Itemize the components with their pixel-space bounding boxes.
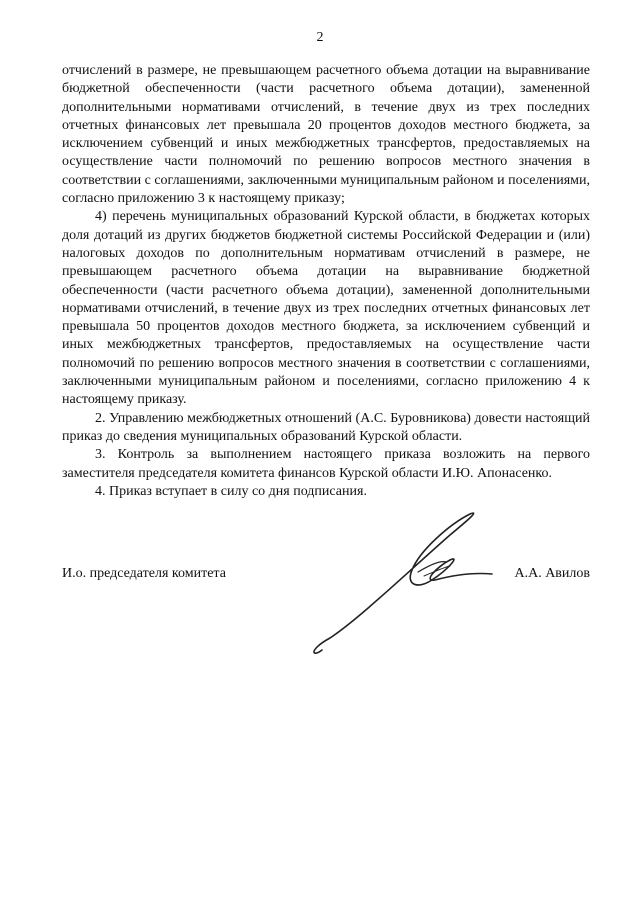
document-body (62, 62, 590, 501)
signer-title: И.о. председателя комитета (62, 566, 226, 581)
paragraph-continuation: отчислений в размере, не превышающем расчетного объема дотации на выравнивание бюджетной обеспеченности (части расчетного объема дотации), замененной дополнительными нормативами отчислений, в течение двух из трех последних отчетных финансовых лет превышала 20 процентов доходов местного бюджета, за исключением субвенций и иных межбюджетных трансфертов, предоставляемых на осуществление части полномочий по решению вопросов местного значения в соответствии с соглашениями, заключенными муниципальным районом и поселениями, согласно приложению 3 к настоящему приказу; (62, 63, 590, 207)
signer-name: А.А. Авилов (514, 566, 590, 581)
paragraph-clause-2: 2. Управлению межбюджетных отношений (А.С. Буровникова) довести настоящий приказ до сведения муниципальных образований Курской области. (62, 410, 590, 444)
page-number: 2 (316, 30, 324, 45)
handwritten-signature (300, 500, 510, 660)
paragraph-item-4: 4) перечень муниципальных образований Курской области, в бюджетах которых доля дотаций из других бюджетов бюджетной системы Российской Федерации и (или) налоговых доходов по дополнительным нормативам отчислений в размере, не превышающем расчетного объема дотации на выравнивание бюджетной обеспеченности (части расчетного объема дотации), замененной дополнительными нормативами отчислений, в течение двух из трех последних отчетных финансовых лет превышала 50 процентов доходов местного бюджета, за исключением субвенций и иных межбюджетных трансфертов, предоставляемых на осуществление части полномочий по решению вопросов местного значения в соответствии с соглашениями, заключенными муниципальным районом и поселениями, согласно приложению 4 к настоящему приказу. (62, 209, 590, 408)
paragraph-clause-3: 3. Контроль за выполнением настоящего приказа возложить на первого заместителя председателя комитета финансов Курской области И.Ю. Апонасенко. (62, 447, 590, 481)
paragraph-clause-4: 4. Приказ вступает в силу со дня подписания. (95, 483, 367, 499)
